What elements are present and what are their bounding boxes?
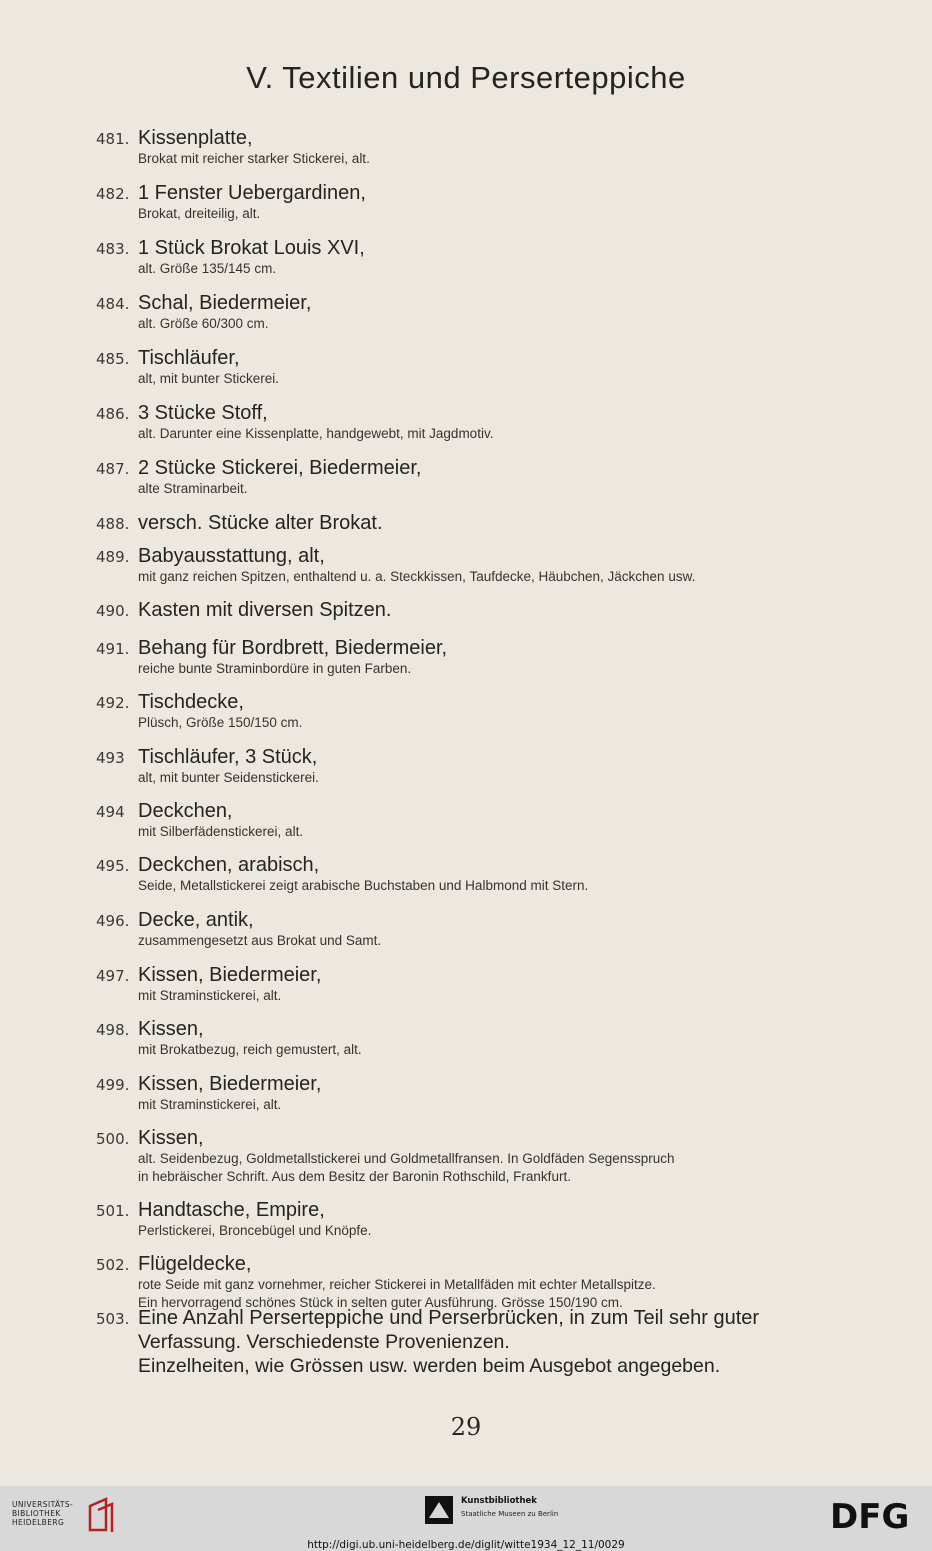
uni-mark-icon: [86, 1496, 116, 1534]
entry-number: 491.: [96, 640, 130, 658]
page-title: V. Textilien und Perserteppiche: [246, 60, 686, 95]
entry-title: Flügeldecke,: [138, 1253, 252, 1275]
entry-number: 495.: [96, 857, 130, 875]
catalog-entry: [96, 637, 447, 678]
catalog-entry: [96, 691, 302, 732]
entry-title: Eine Anzahl Perserteppiche und Perserbrücken, in zum Teil sehr guter: [138, 1307, 760, 1329]
entry-number: 498.: [96, 1021, 130, 1039]
entry-number: 487.: [96, 460, 130, 478]
entry-number: 496.: [96, 912, 130, 930]
entry-description: alt. Größe 60/300 cm.: [138, 316, 269, 331]
entry-description: mit Brokatbezug, reich gemustert, alt.: [138, 1042, 362, 1057]
entry-title: Kissen,: [138, 1127, 204, 1149]
entry-number: 489.: [96, 548, 130, 566]
entry-title: Babyausstattung, alt,: [138, 545, 325, 567]
entry-description: zusammengesetzt aus Brokat und Samt.: [138, 933, 382, 948]
entry-title: Kasten mit diversen Spitzen.: [138, 599, 392, 621]
entry-description: alt. Darunter eine Kissenplatte, handgewebt, mit Jagdmotiv.: [138, 426, 494, 441]
entry-number: 500.: [96, 1130, 130, 1148]
entry-description: Verfassung. Verschiedenste Provenienzen.: [138, 1331, 510, 1353]
entry-title: Kissen, Biedermeier,: [138, 964, 322, 986]
entry-description: alt, mit bunter Seidenstickerei.: [138, 770, 319, 785]
catalog-entry: [96, 402, 493, 443]
entry-number: 499.: [96, 1076, 130, 1094]
catalog-entry: [96, 1018, 362, 1059]
source-url-link[interactable]: http://digi.ub.uni-heidelberg.de/diglit/witte1934_12_11/0029: [307, 1539, 625, 1551]
entry-title: Kissenplatte,: [138, 127, 253, 149]
dfg-label: DFG: [830, 1498, 910, 1532]
entry-number: 488.: [96, 515, 130, 533]
catalog-entry: [96, 545, 695, 586]
entry-title: Tischdecke,: [138, 691, 244, 713]
dfg-logo[interactable]: [830, 1498, 920, 1532]
kunstbibliothek-logo[interactable]: [425, 1496, 585, 1526]
footer-bar: [0, 1486, 932, 1551]
entry-description: reiche bunte Straminbordüre in guten Farben.: [138, 661, 412, 676]
uni-logo-line: HEIDELBERG: [12, 1518, 65, 1527]
entry-number: 485.: [96, 350, 130, 368]
entry-number: 484.: [96, 295, 130, 313]
catalog-entry-last: [96, 1307, 759, 1378]
catalog-entry: [96, 800, 303, 841]
catalog-entry: [96, 1253, 656, 1312]
entry-number: 493: [96, 749, 125, 767]
entry-description: Einzelheiten, wie Grössen usw. werden beim Ausgebot angegeben.: [138, 1355, 721, 1377]
catalog-entry: [96, 127, 370, 168]
entry-description: mit Silberfädenstickerei, alt.: [138, 824, 304, 839]
catalog-entry: [96, 237, 365, 278]
catalog-entry: [96, 599, 391, 622]
entry-number: 501.: [96, 1202, 130, 1220]
catalog-entry: [96, 347, 279, 388]
entry-description: rote Seide mit ganz vornehmer, reicher Stickerei in Metallfäden mit echter Metallspitze.: [138, 1277, 656, 1292]
catalog-entry: [96, 512, 383, 535]
catalog-entry: [96, 746, 319, 787]
entry-title: 3 Stücke Stoff,: [138, 402, 268, 424]
catalog-entry: [96, 1127, 675, 1186]
entry-number: 490.: [96, 602, 130, 620]
entry-number: 483.: [96, 240, 130, 258]
page-number: 29: [450, 1413, 482, 1441]
entry-number: 486.: [96, 405, 130, 423]
catalog-entry: [96, 182, 366, 223]
catalog-entry: [96, 1199, 371, 1240]
entry-number: 497.: [96, 967, 130, 985]
entry-number: 482.: [96, 185, 130, 203]
entry-title: Decke, antik,: [138, 909, 254, 931]
catalog-entry: [96, 964, 321, 1005]
entry-description: mit ganz reichen Spitzen, enthaltend u. a. Steckkissen, Taufdecke, Häubchen, Jäckchen usw.: [138, 569, 696, 584]
entry-description: Seide, Metallstickerei zeigt arabische Buchstaben und Halbmond mit Stern.: [138, 878, 589, 893]
entry-title: 1 Stück Brokat Louis XVI,: [138, 237, 365, 259]
entry-title: Handtasche, Empire,: [138, 1199, 325, 1221]
entry-number: 492.: [96, 694, 130, 712]
entry-description: Perlstickerei, Broncebügel und Knöpfe.: [138, 1223, 372, 1238]
entry-title: 2 Stücke Stickerei, Biedermeier,: [138, 457, 422, 479]
entry-number: 502.: [96, 1256, 130, 1274]
entry-description: alt, mit bunter Stickerei.: [138, 371, 280, 386]
catalog-entry: [96, 457, 421, 498]
entry-title: Tischläufer,: [138, 347, 240, 369]
entry-title: Kissen,: [138, 1018, 204, 1040]
kb-subtitle: Staatliche Museen zu Berlin: [461, 1510, 559, 1518]
kb-name: Kunstbibliothek: [461, 1496, 537, 1506]
catalog-entry: [96, 1073, 321, 1114]
entry-description: alt. Seidenbezug, Goldmetallstickerei und Goldmetallfransen. In Goldfäden Segensspruch: [138, 1151, 675, 1166]
entry-description: in hebräischer Schrift. Aus dem Besitz der Baronin Rothschild, Frankfurt.: [138, 1169, 571, 1184]
entry-description: alte Straminarbeit.: [138, 481, 248, 496]
entry-title: Deckchen, arabisch,: [138, 854, 320, 876]
uni-logo-line: BIBLIOTHEK: [12, 1509, 61, 1518]
entry-title: Tischläufer, 3 Stück,: [138, 746, 318, 768]
university-library-logo[interactable]: [12, 1494, 132, 1534]
entry-description: Ein hervorragend schönes Stück in selten guter Ausführung. Grösse 150/190 cm.: [138, 1295, 623, 1310]
entry-number: 503.: [96, 1310, 130, 1328]
entry-description: Brokat, dreiteilig, alt.: [138, 206, 261, 221]
entry-number: 481.: [96, 130, 130, 148]
entry-number: 494: [96, 803, 125, 821]
entry-title: Kissen, Biedermeier,: [138, 1073, 322, 1095]
entry-title: Deckchen,: [138, 800, 233, 822]
kunstbibliothek-mark-icon: [425, 1496, 453, 1524]
entry-description: mit Straminstickerei, alt.: [138, 988, 282, 1003]
catalog-entry: [96, 909, 381, 950]
entry-description: alt. Größe 135/145 cm.: [138, 261, 277, 276]
catalog-entry: [96, 854, 588, 895]
entry-title: 1 Fenster Uebergardinen,: [138, 182, 366, 204]
entry-description: mit Straminstickerei, alt.: [138, 1097, 282, 1112]
entry-title: Schal, Biedermeier,: [138, 292, 312, 314]
entry-title: Behang für Bordbrett, Biedermeier,: [138, 637, 448, 659]
entry-description: Plüsch, Größe 150/150 cm.: [138, 715, 303, 730]
uni-logo-line: UNIVERSITÄTS-: [12, 1500, 74, 1509]
catalog-entry: [96, 292, 311, 333]
entry-description: Brokat mit reicher starker Stickerei, alt.: [138, 151, 370, 166]
entry-title: versch. Stücke alter Brokat.: [138, 512, 383, 534]
